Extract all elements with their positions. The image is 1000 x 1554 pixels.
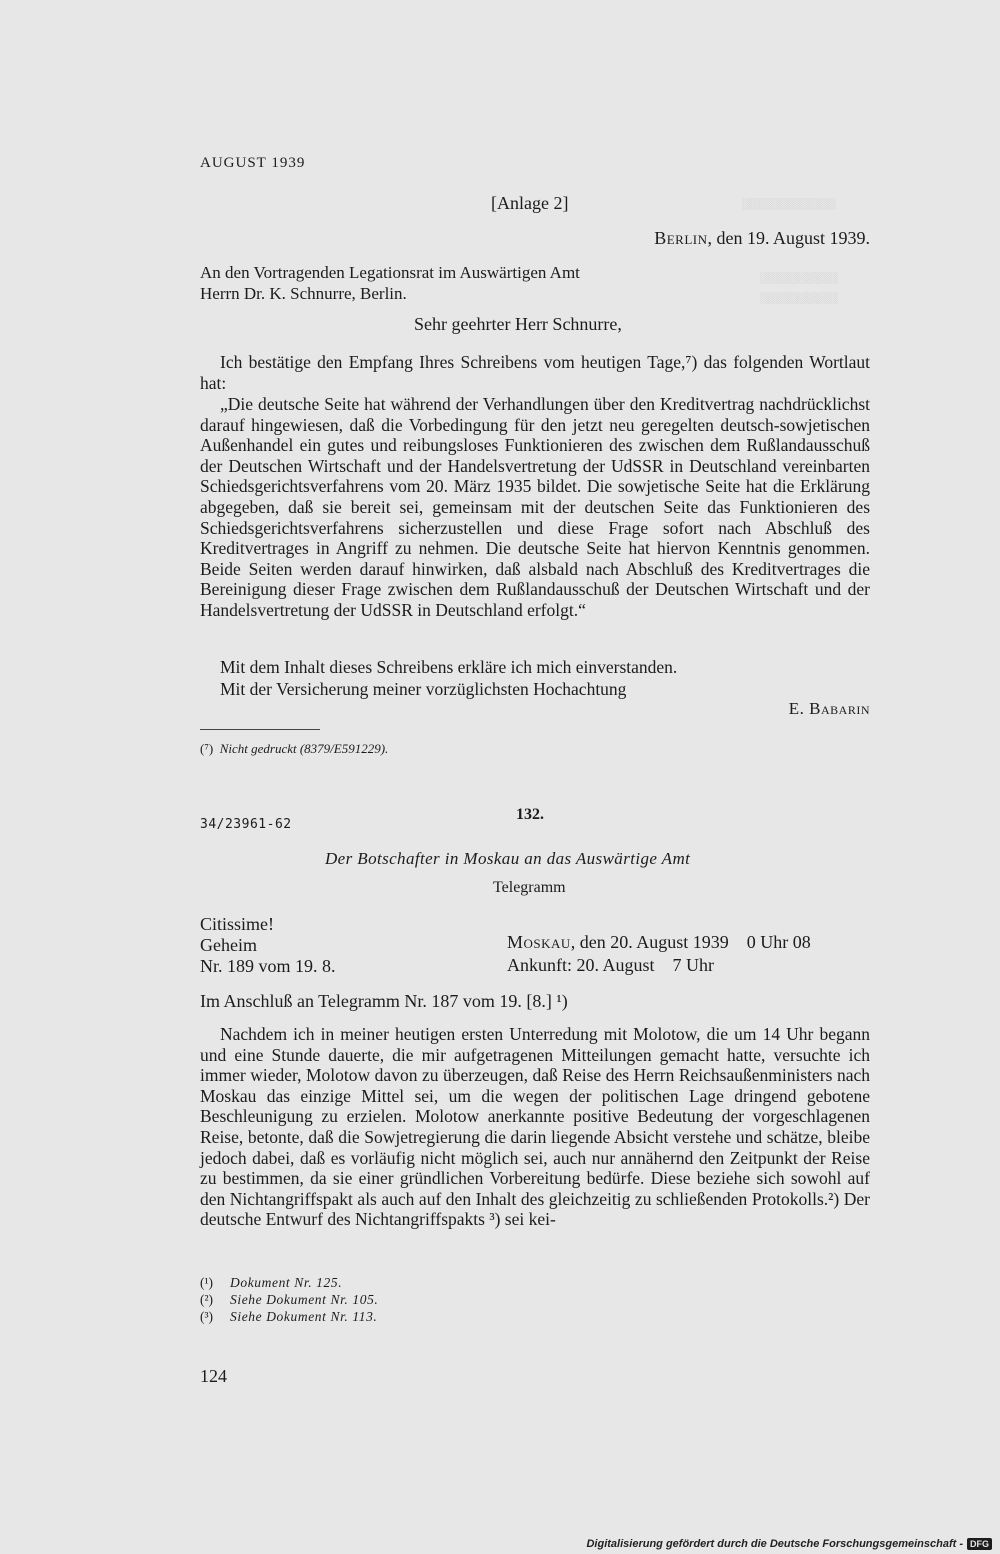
document-reference: 34/23961-62 <box>200 817 292 832</box>
footnote <box>200 1275 342 1291</box>
closing-line: Mit dem Inhalt dieses Schreibens erkläre ich mich einverstanden. <box>220 657 678 677</box>
telegram-priority: Citissime! <box>200 914 275 934</box>
reference-line: Im Anschluß an Telegramm Nr. 187 vom 19. [8.] ¹) <box>200 991 568 1011</box>
recipient-address <box>200 262 580 304</box>
footnote-number: (²) <box>200 1292 214 1307</box>
address-line: Herrn Dr. K. Schnurre, Berlin. <box>200 284 407 303</box>
footnote-number: (¹) <box>200 1275 214 1290</box>
telegram-place: Moskau <box>507 932 571 952</box>
dateline-date: , den 19. August 1939. <box>707 228 870 248</box>
body-paragraph: Ich bestätige den Empfang Ihres Schreibens vom heutigen Tage,⁷) das folgenden Wortlaut hat: <box>200 352 870 393</box>
footnote-number: (⁷) <box>200 741 214 756</box>
footnote-text: Dokument Nr. 125. <box>230 1275 343 1290</box>
footnote-text: Siehe Dokument Nr. 113. <box>230 1309 378 1324</box>
telegram-sent <box>507 932 811 953</box>
telegram-classification: Geheim <box>200 935 257 955</box>
document-number: 132. <box>516 806 544 823</box>
footnote <box>200 741 388 757</box>
running-head: AUGUST 1939 <box>200 155 306 171</box>
footnote <box>200 1292 378 1308</box>
salutation: Sehr geehrter Herr Schnurre, <box>414 314 622 334</box>
telegram-arrival: Ankunft: 20. August 7 Uhr <box>507 955 714 975</box>
show-through-text: ░░░░░░░░░░ <box>760 272 838 284</box>
footnote-text: Nicht gedruckt (8379/E591229). <box>219 741 389 756</box>
address-line: An den Vortragenden Legationsrat im Auswärtigen Amt <box>200 263 580 282</box>
telegram-sent-time: , den 20. August 1939 0 Uhr 08 <box>570 932 811 952</box>
dateline-place: Berlin <box>654 228 708 248</box>
signature-name: E. Babarin <box>788 699 870 718</box>
footnote <box>200 1309 377 1325</box>
telegram-number: Nr. 189 vom 19. 8. <box>200 956 336 976</box>
quoted-text: „Die deutsche Seite hat während der Verhandlungen über den Kreditvertrag nachdrücklichst darauf hingewiesen, daß die Vorbedingung für den jetzt neu geregelten deutsch-sowjetischen Außenhandel ein gutes und reibungsloses Funktionieren des zwischen dem Rußlandausschuß der Deutschen Wirtschaft und der Handelsvertretung der UdSSR in Deutschland vereinbarten Schiedsgerichtsverfahrens vom 20. März 1935 bildet. Die sowjetische Seite hat die Erklärung abgegeben, daß sie bereit sei, gemeinsam mit der deutschen Seite das Funktionieren des Schiedsgerichtsverfahrens sicherzustellen und diese Frage sofort nach Abschluß des Kreditvertrages in Angriff zu nehmen. Die deutsche Seite hat hiervon Kenntnis genommen. Beide Seiten werden darauf hinwirken, daß alsbald nach Abschluß des Kreditvertrages die Bereinigung dieser Frage zwischen dem Rußlandausschuß der Deutschen Wirtschaft und der Handelsvertretung der UdSSR in Deutschland erfolgt.“ <box>200 394 870 620</box>
show-through-text: ░░░░░░░░░░ <box>760 292 838 304</box>
footnote-number: (³) <box>200 1309 214 1324</box>
document-heading: Der Botschafter in Moskau an das Auswärtige Amt <box>325 849 691 868</box>
page-number: 124 <box>200 1366 227 1386</box>
body-paragraph: Nachdem ich in meiner heutigen ersten Unterredung mit Molotow, die um 14 Uhr begann und eine Stunde dauerte, die mir aufgetragenen Mitteilungen gemacht hatte, versuchte ich immer wieder, Molotow davon zu überzeugen, daß Reise des Herrn Reichsaußenministers nach Moskau das einzige Mittel sei, um die wegen der politischen Lage dringend gebotene Beschleunigung zu erzielen. Molotow anerkannte positive Bedeutung der vorgeschlagenen Reise, betonte, daß die Sowjetregierung die darin liegende Absicht verstehe und schätze, bleibe jedoch dabei, daß es vorläufig nicht möglich sei, auch nur annähernd den Zeitpunkt der Reise zu bestimmen, da sie einer gründlichen Vorbereitung bedürfe. Diese beziehe sich sowohl auf den Nichtangriffspakt als auch auf den Inhalt des gleichzeitig zu schließenden Protokolls.²) Der deutsche Entwurf des Nichtangriffspakts ³) sei kei- <box>200 1024 870 1230</box>
enclosure-label: [Anlage 2] <box>491 193 569 213</box>
digitization-credit <box>586 1538 992 1550</box>
show-through-text: ░░░░░░░░░░░░ <box>742 198 836 210</box>
document-type: Telegramm <box>493 879 566 896</box>
footnote-text: Siehe Dokument Nr. 105. <box>230 1292 379 1307</box>
dateline <box>654 228 870 249</box>
dfg-logo-icon: DFG <box>967 1538 992 1550</box>
footnote-divider <box>200 729 320 730</box>
closing-line: Mit der Versicherung meiner vorzüglichsten Hochachtung <box>220 679 627 699</box>
credit-text: Digitalisierung gefördert durch die Deutsche Forschungsgemeinschaft - <box>586 1538 963 1550</box>
signature <box>789 699 870 719</box>
